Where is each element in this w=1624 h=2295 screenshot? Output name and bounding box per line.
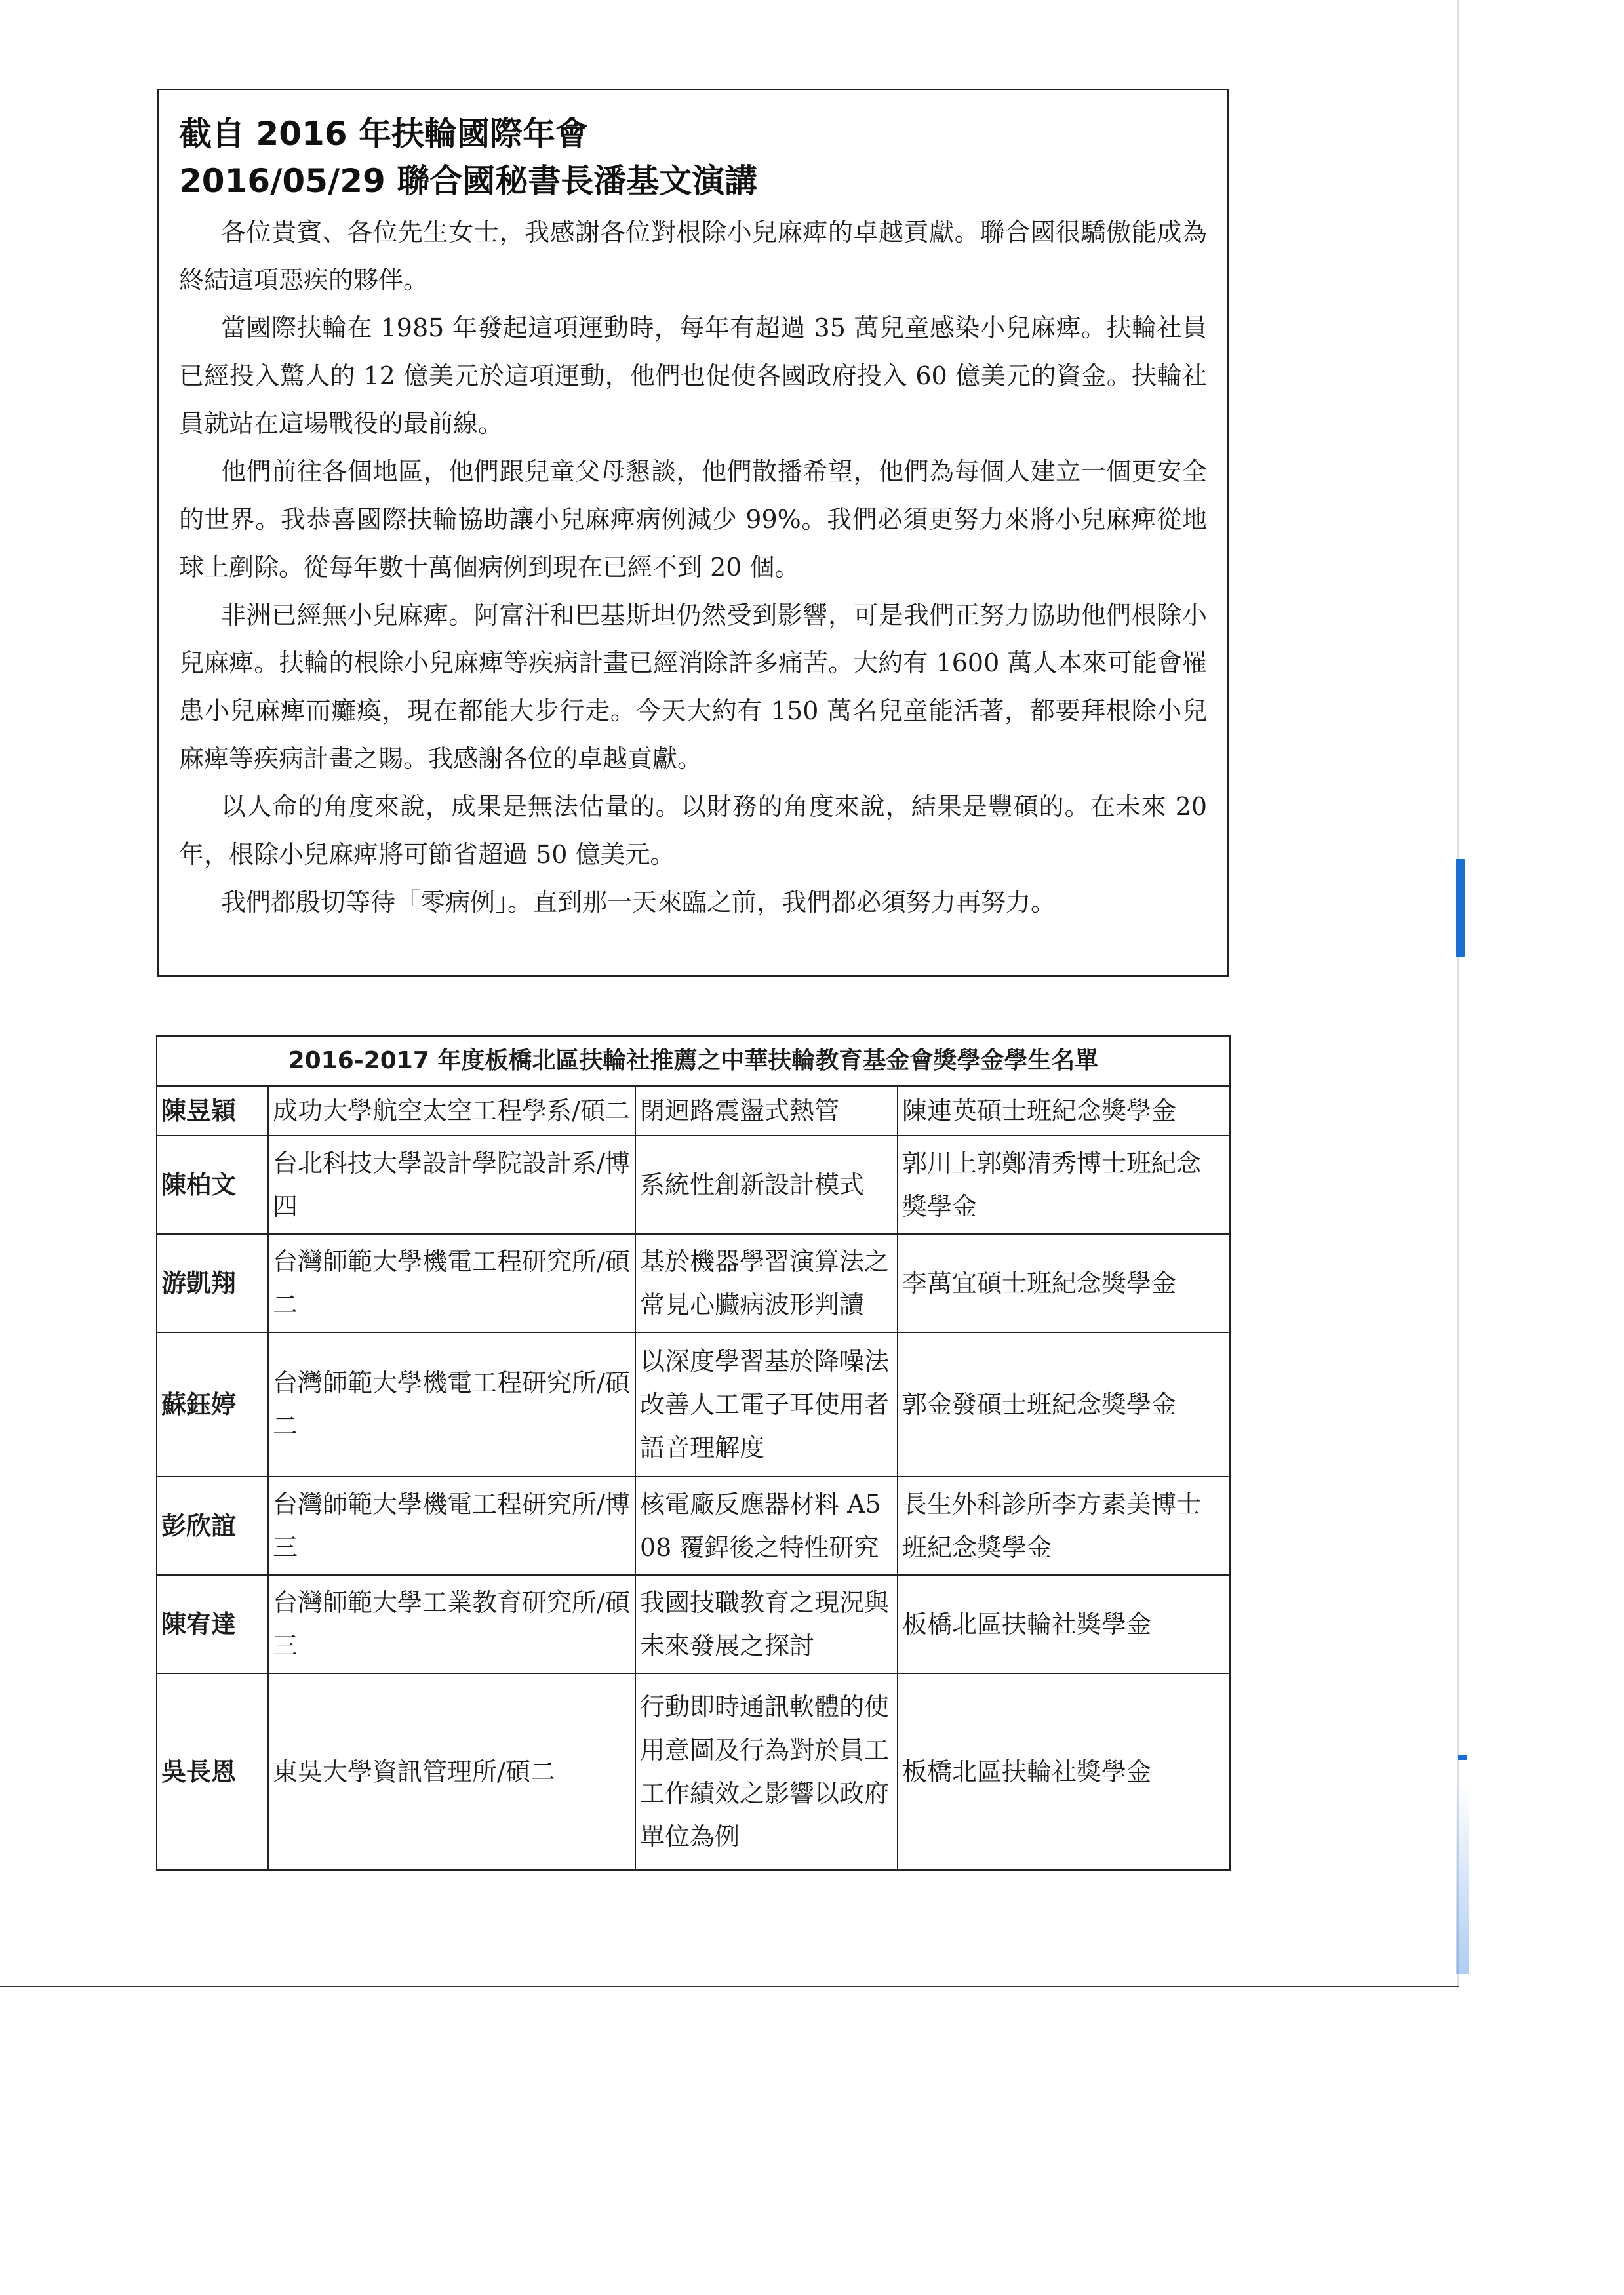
table-row bbox=[157, 1332, 1230, 1477]
table-row bbox=[157, 1477, 1230, 1575]
student-thesis: 行動即時通訊軟體的使用意圖及行為對於員工工作績效之影響以政府單位為例 bbox=[635, 1673, 898, 1870]
speech-box bbox=[157, 89, 1229, 977]
student-thesis: 系統性創新設計模式 bbox=[635, 1136, 898, 1234]
student-thesis: 核電廠反應器材料 A508 覆銲後之特性研究 bbox=[635, 1477, 898, 1575]
speech-paragraph: 以人命的角度來說，成果是無法估量的。以財務的角度來說，結果是豐碩的。在未來 20 年，根除小兒麻痺將可節省超過 50 億美元。 bbox=[179, 792, 1207, 869]
student-award: 李萬宜碩士班紀念獎學金 bbox=[898, 1234, 1230, 1332]
student-school: 台灣師範大學機電工程研究所/碩二 bbox=[268, 1234, 635, 1332]
student-award: 板橋北區扶輪社獎學金 bbox=[898, 1673, 1230, 1870]
speech-paragraph: 非洲已經無小兒麻痺。阿富汗和巴基斯坦仍然受到影響，可是我們正努力協助他們根除小兒麻痺。扶輪的根除小兒麻痺等疾病計畫已經消除許多痛苦。大約有 1600 萬人本來可能會罹患小兒麻痺而癱瘓，現在都能大步行走。今天大約有 150 萬名兒童能活著，都要拜根除小兒麻痺等疾病計畫之賜。我感謝各位的卓越貢獻。 bbox=[179, 601, 1207, 773]
student-award: 郭金發碩士班紀念獎學金 bbox=[898, 1332, 1230, 1477]
scan-mark bbox=[1456, 859, 1465, 957]
table-row bbox=[157, 1234, 1230, 1332]
student-name: 陳柏文 bbox=[157, 1136, 268, 1234]
student-name: 陳宥達 bbox=[157, 1575, 268, 1673]
student-name: 游凱翔 bbox=[157, 1234, 268, 1332]
student-thesis: 閉迴路震盪式熱管 bbox=[635, 1086, 898, 1136]
scan-mark bbox=[1458, 1755, 1467, 1760]
student-thesis: 我國技職教育之現況與未來發展之探討 bbox=[635, 1575, 898, 1673]
speech-title-line2: 2016/05/29 聯合國秘書長潘基文演講 bbox=[179, 162, 758, 200]
speech-paragraph: 當國際扶輪在 1985 年發起這項運動時，每年有超過 35 萬兒童感染小兒麻痺。扶輪社員已經投入驚人的 12 億美元於這項運動，他們也促使各國政府投入 60 億美元的資金。扶輪社員就站在這場戰役的最前線。 bbox=[179, 313, 1207, 438]
student-school: 成功大學航空太空工程學系/碩二 bbox=[268, 1086, 635, 1136]
scan-bottom-line bbox=[0, 1986, 1459, 1987]
scan-edge-shade bbox=[1456, 1784, 1469, 1974]
table-title: 2016-2017 年度板橋北區扶輪社推薦之中華扶輪教育基金會獎學金學生名單 bbox=[157, 1036, 1230, 1086]
student-school: 台灣師範大學機電工程研究所/碩二 bbox=[268, 1332, 635, 1477]
student-school: 台灣師範大學工業教育研究所/碩三 bbox=[268, 1575, 635, 1673]
scan-edge-line bbox=[1457, 0, 1459, 1987]
student-name: 彭欣誼 bbox=[157, 1477, 268, 1575]
student-school: 台灣師範大學機電工程研究所/博三 bbox=[268, 1477, 635, 1575]
student-award: 長生外科診所李方素美博士班紀念獎學金 bbox=[898, 1477, 1230, 1575]
student-name: 吳長恩 bbox=[157, 1673, 268, 1870]
student-award: 郭川上郭鄭清秀博士班紀念獎學金 bbox=[898, 1136, 1230, 1234]
student-name: 蘇鈺婷 bbox=[157, 1332, 268, 1477]
table-row bbox=[157, 1575, 1230, 1673]
table-row bbox=[157, 1673, 1230, 1870]
table-row bbox=[157, 1136, 1230, 1234]
table-header-row bbox=[157, 1036, 1230, 1086]
speech-paragraph: 我們都殷切等待「零病例」。直到那一天來臨之前，我們都必須努力再努力。 bbox=[221, 888, 1056, 917]
student-award: 板橋北區扶輪社獎學金 bbox=[898, 1575, 1230, 1673]
speech-title-line1: 截自 2016 年扶輪國際年會 bbox=[179, 115, 588, 153]
student-thesis: 以深度學習基於降噪法改善人工電子耳使用者語音理解度 bbox=[635, 1332, 898, 1477]
speech-paragraph: 他們前往各個地區，他們跟兒童父母懇談，他們散播希望，他們為每個人建立一個更安全的世界。我恭喜國際扶輪協助讓小兒麻痺病例減少 99%。我們必須更努力來將小兒麻痺從地球上剷除。從每年數十萬個病例到現在已經不到 20 個。 bbox=[179, 457, 1207, 582]
speech-paragraph: 各位貴賓、各位先生女士，我感謝各位對根除小兒麻痺的卓越貢獻。聯合國很驕傲能成為終結這項惡疾的夥伴。 bbox=[179, 218, 1207, 294]
scholarship-table bbox=[156, 1035, 1231, 1871]
table-row bbox=[157, 1086, 1230, 1136]
student-award: 陳連英碩士班紀念獎學金 bbox=[898, 1086, 1230, 1136]
student-school: 東吳大學資訊管理所/碩二 bbox=[268, 1673, 635, 1870]
student-school: 台北科技大學設計學院設計系/博四 bbox=[268, 1136, 635, 1234]
student-name: 陳昱穎 bbox=[157, 1086, 268, 1136]
student-thesis: 基於機器學習演算法之常見心臟病波形判讀 bbox=[635, 1234, 898, 1332]
